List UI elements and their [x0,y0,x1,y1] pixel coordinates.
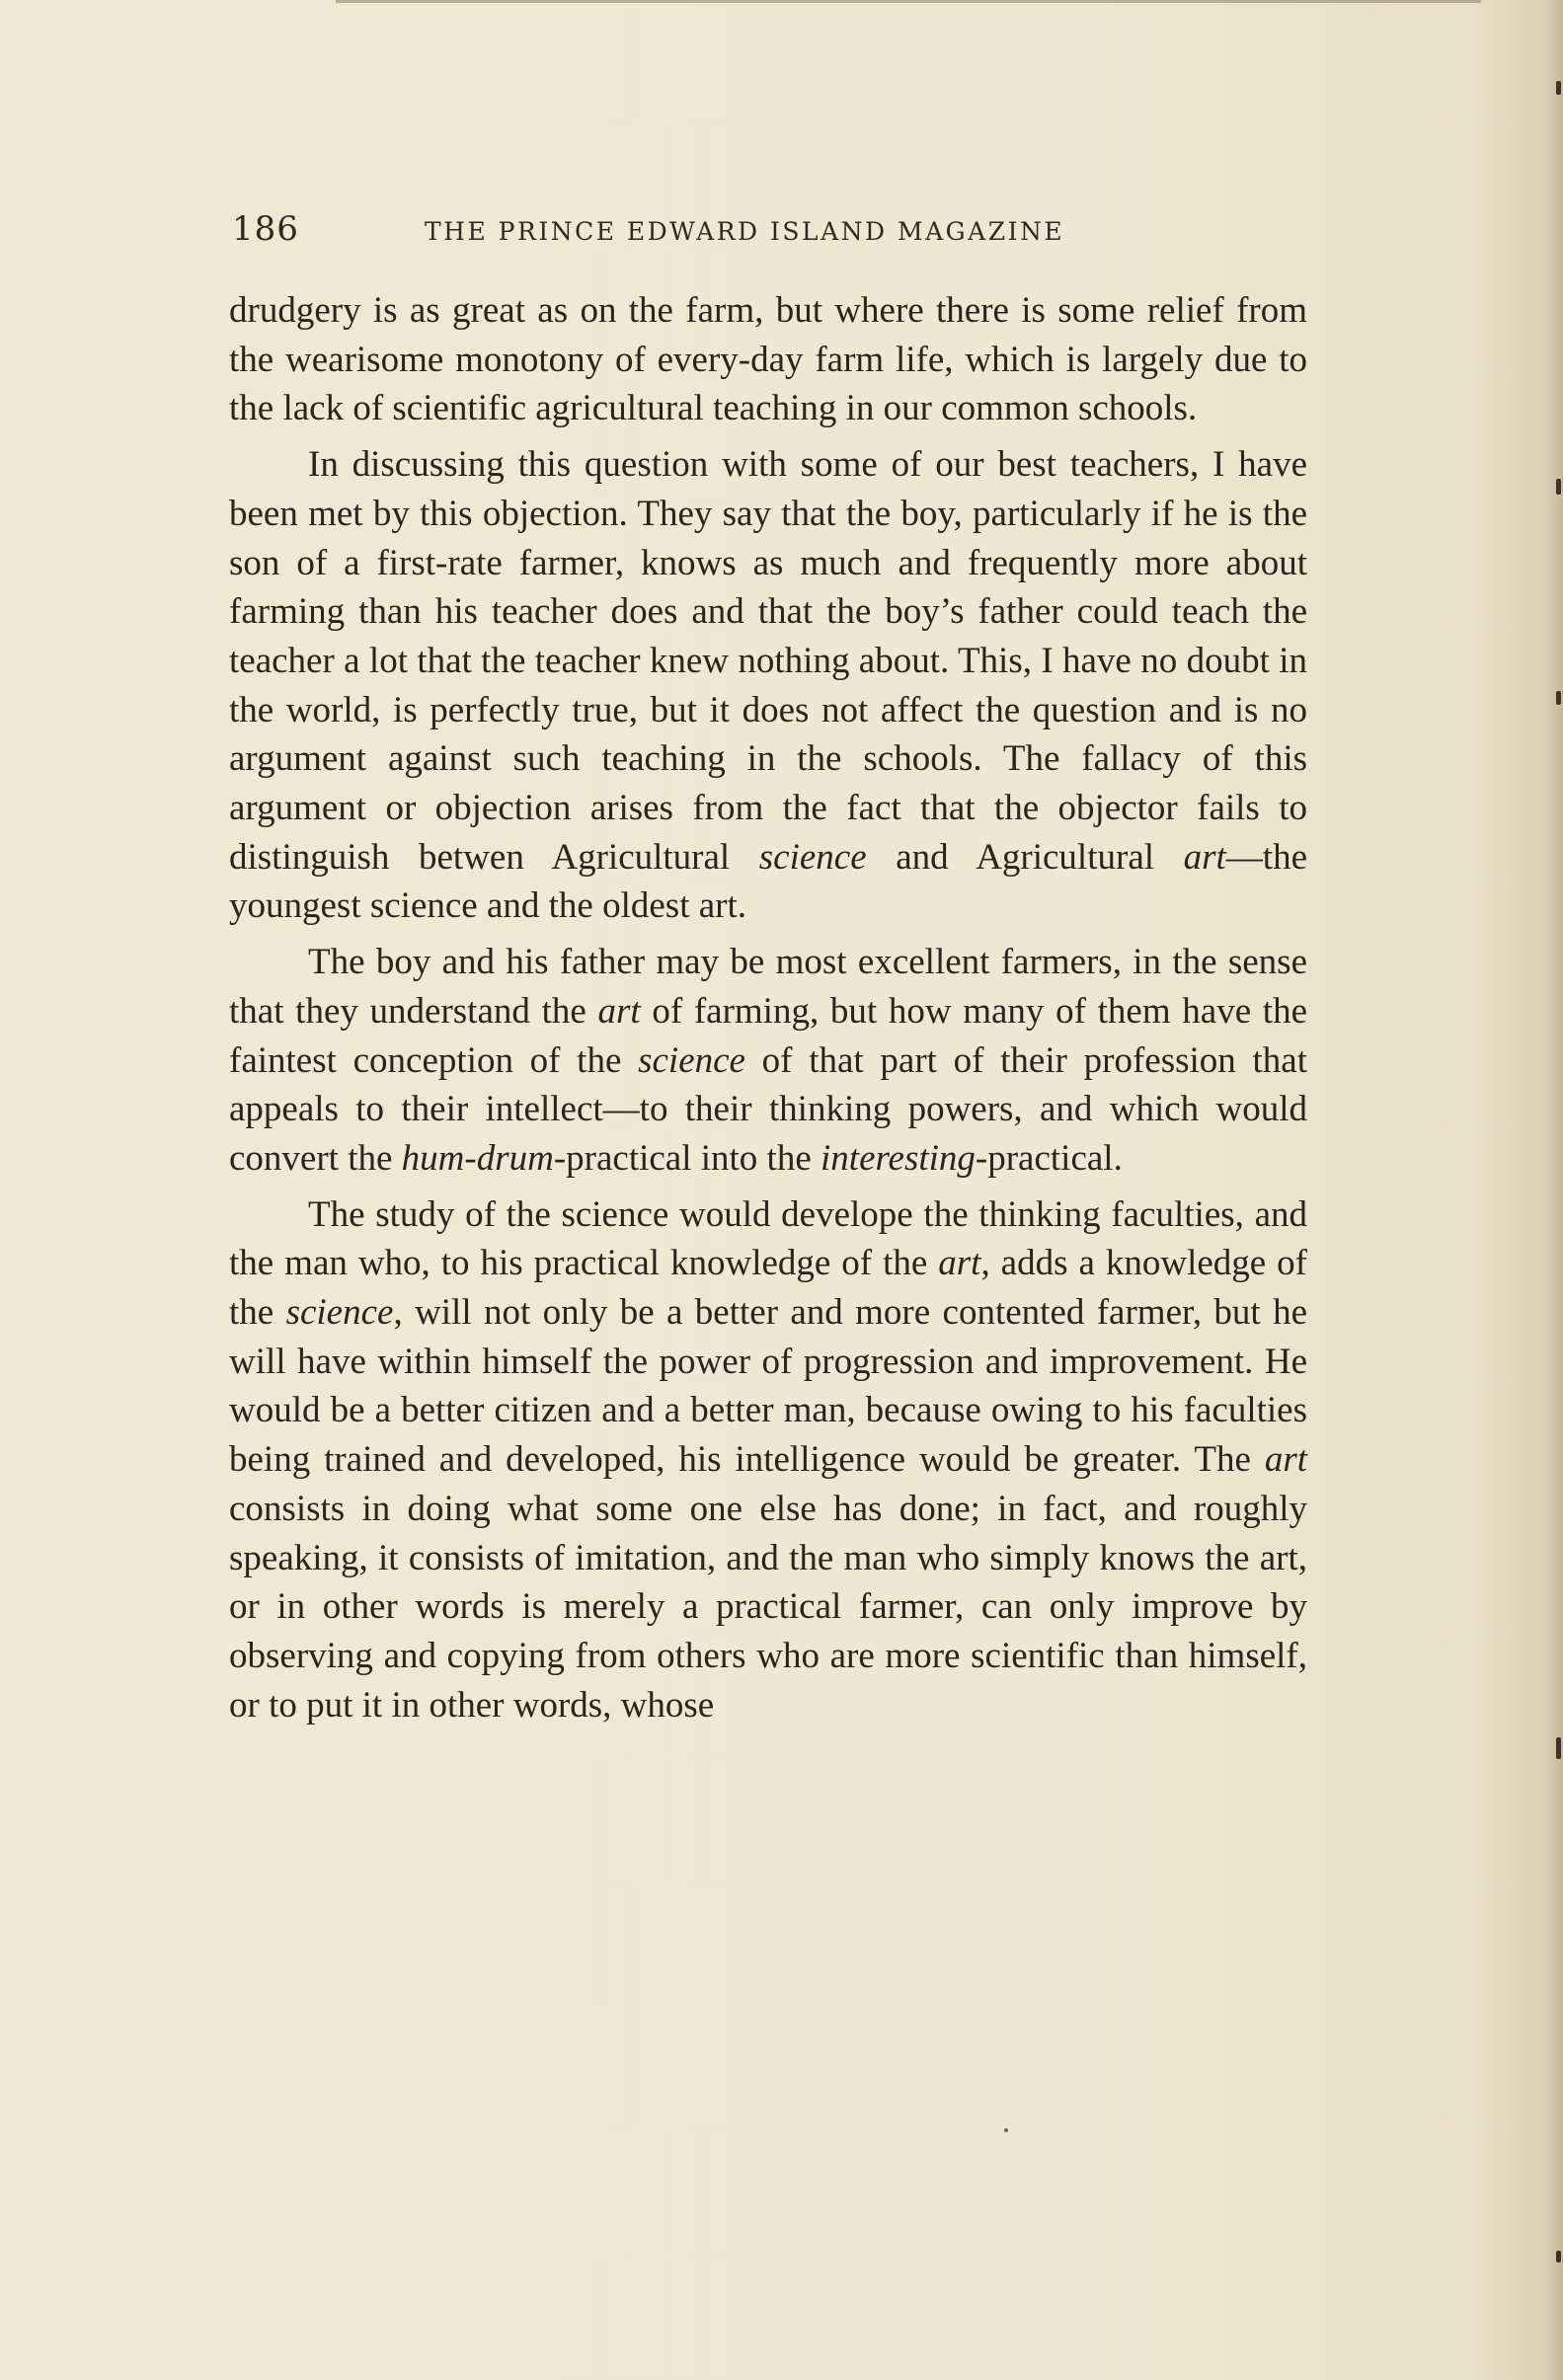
print-speck [1004,2128,1008,2132]
text-run: —the youngest science and the oldest art. [229,836,1307,927]
page-number: 186 [232,209,299,249]
edge-mark [1556,2251,1561,2263]
italic-term: art [597,990,641,1032]
running-head [232,209,1308,259]
body-text [229,286,1307,1736]
text-run: and Agricultural [866,836,1184,878]
italic-term: science [638,1039,745,1081]
edge-mark [1556,479,1561,495]
text-run: -practical into the [553,1137,821,1179]
paragraph-1 [229,286,1307,433]
text-run: drudgery is as great as on the farm, but where there is some relief from the wearisome monotony of every-day farm life, which is largely due to the lack of scientific agricultural teaching in our common schools. [229,290,1307,429]
edge-mark [1556,1737,1561,1759]
paragraph-3 [229,938,1307,1184]
page-right-edge [1545,0,1563,2380]
italic-term: art [938,1243,981,1284]
italic-term: art [1264,1439,1307,1481]
text-run: , adds a knowledge of the [229,1243,1307,1334]
text-run: consists in doing what some one else has done; in fact, and roughly speaking, it consists of imitation, and the man who simply knows the art, or in other words is merely a practical farmer, can only improve by observing and copying from others who are more scientific than himself, or to put it in other words, whose [229,1488,1307,1726]
paragraph-2 [229,440,1307,931]
italic-term: science [758,836,867,878]
text-run: of that part of their profession that appeals to their intellect—to their thinking powers, and which would convert the [229,1039,1307,1179]
edge-mark [1556,691,1561,705]
text-run: of farming, but how many of them have the faintest conception of the [229,990,1308,1081]
edge-mark [1556,81,1561,95]
italic-term: interesting [821,1137,976,1179]
italic-term: hum-drum [401,1137,554,1179]
text-run: , will not only be a better and more contented farmer, but he will have within himself the power of progression and improvement. He would be a better citizen and a better man, because owing to his faculties being trained and developed, his intelligence would be greater. The [229,1292,1307,1481]
italic-term: science [285,1292,394,1334]
paragraph-4 [229,1190,1307,1730]
text-run: The study of the science would develope the thinking faculties, and the man who, to his practical knowledge of the [229,1193,1307,1284]
text-run: -practical. [975,1137,1123,1179]
journal-title: THE PRINCE EDWARD ISLAND MAGAZINE [425,217,1065,246]
italic-term: art [1183,836,1226,878]
text-run: The boy and his father may be most excellent farmers, in the sense that they understand the [229,942,1307,1032]
page-top-edge [336,0,1481,3]
text-run: In discussing this question with some of our best teachers, I have been met by this objection. They say that the boy, particularly if he is the son of a first-rate farmer, knows as much and frequently more about farming than his teacher does and that the boy’s father could teach the teacher a lot that the teacher knew nothing about. This, I have no doubt in the world, is perfectly true, but it does not affect the question and is no argument against such teaching in the schools. The fallacy of this argument or objection arises from the fact that the objector fails to distinguish betwen Agricultural [229,444,1307,878]
